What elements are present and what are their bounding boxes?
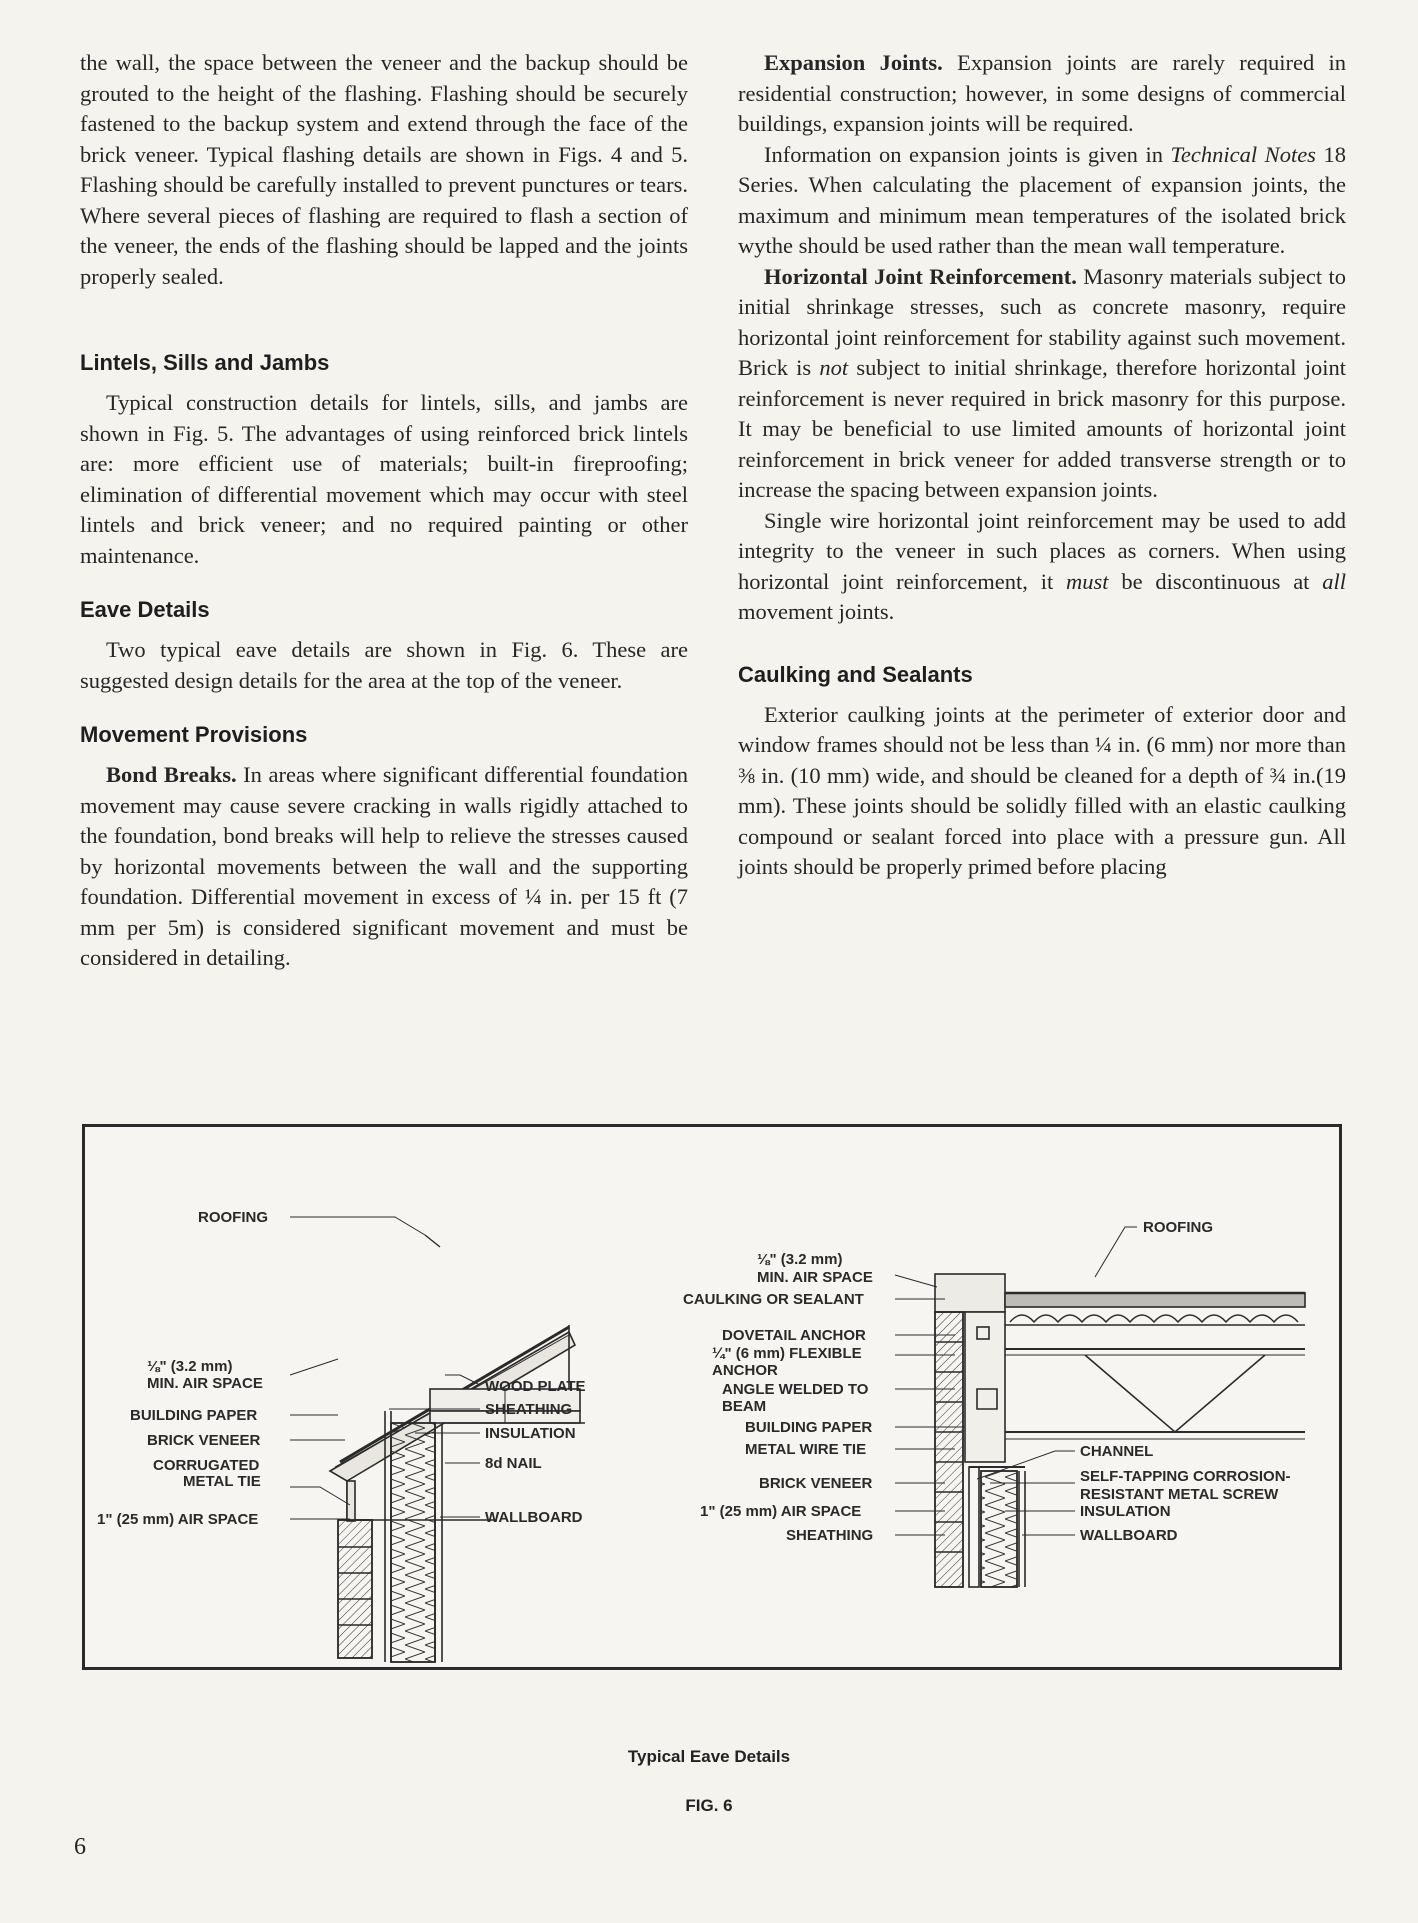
left-label-sheathing: SHEATHING xyxy=(485,1401,573,1418)
hjr-italic-not: not xyxy=(819,355,849,380)
right-label-sheathing: SHEATHING xyxy=(786,1527,874,1544)
left-label-brick-veneer: BRICK VENEER xyxy=(147,1432,261,1449)
page-number: 6 xyxy=(74,1834,86,1860)
hjr-title: Horizontal Joint Reinforcement. xyxy=(764,263,1077,289)
left-label-corrugated-b: METAL TIE xyxy=(183,1473,261,1490)
paragraph-caulking: Exterior caulking joints at the perimeter of exterior door and window frames should not be less than ¼ in. (6 mm) nor more than ⅜ in. (10 mm) wide, and should be cleaned for a depth of ¾ in.(19 mm). These joints should be solidly filled with an elastic caulking compound or sealant forced into place with a pressure gun. All joints should be properly primed before placing xyxy=(738,701,1346,879)
right-label-building-paper: BUILDING PAPER xyxy=(745,1419,873,1436)
left-label-roofing: ROOFING xyxy=(198,1209,268,1226)
right-label-insulation: INSULATION xyxy=(1080,1503,1171,1520)
left-column xyxy=(80,48,688,974)
paragraph-single-wire xyxy=(738,506,1346,628)
right-label-screw-a: SELF-TAPPING CORROSION- xyxy=(1080,1468,1291,1485)
single-wire-text-c: movement joints. xyxy=(738,599,895,624)
left-label-8d-nail: 8d NAIL xyxy=(485,1455,542,1472)
paragraph-bond-breaks xyxy=(80,760,688,974)
right-label-wallboard: WALLBOARD xyxy=(1080,1527,1178,1544)
right-label-wire-tie: METAL WIRE TIE xyxy=(745,1441,867,1458)
heading-movement-provisions: Movement Provisions xyxy=(80,722,308,747)
figure-caption-number: FIG. 6 xyxy=(685,1796,733,1815)
left-label-insulation: INSULATION xyxy=(485,1425,576,1442)
right-label-brick-veneer: BRICK VENEER xyxy=(759,1475,873,1492)
right-label-air-space-1in: 1" (25 mm) AIR SPACE xyxy=(700,1503,862,1520)
heading-lintels: Lintels, Sills and Jambs xyxy=(80,350,330,375)
heading-eave-details: Eave Details xyxy=(80,597,210,622)
tech-notes-italic: Technical Notes xyxy=(1170,141,1316,167)
single-wire-text-b: be discontinuous at xyxy=(1108,568,1323,594)
single-wire-italic-all: all xyxy=(1322,568,1347,594)
paragraph-expansion-joints xyxy=(738,48,1346,140)
figure-eave-details xyxy=(82,1124,1342,1670)
right-label-caulking: CAULKING OR SEALANT xyxy=(683,1291,864,1308)
figure-caption-title: Typical Eave Details xyxy=(627,1747,791,1766)
left-label-air-space-a: ⅛" (3.2 mm) xyxy=(147,1358,233,1375)
left-label-corrugated-a: CORRUGATED xyxy=(153,1457,260,1474)
single-wire-italic-must: must xyxy=(1066,568,1109,594)
paragraph-flashing-continued: the wall, the space between the veneer and the backup should be grouted to the height of the flashing. Flashing should be securely fastened to the backup system and extend through the face of the brick veneer. Typical flashing details are shown in Figs. 4 and 5. Flashing should be carefully installed to prevent punctures or tears. Where several pieces of flashing are required to flash a section of the veneer, the ends of the flashing should be lapped and the joints properly sealed. xyxy=(80,50,688,289)
right-label-flexible-b: ANCHOR xyxy=(712,1362,778,1379)
right-column xyxy=(738,48,1346,883)
right-label-angle-a: ANGLE WELDED TO xyxy=(722,1381,869,1398)
left-label-building-paper: BUILDING PAPER xyxy=(130,1407,258,1424)
left-label-wallboard: WALLBOARD xyxy=(485,1509,583,1526)
expansion-joints-text: Expansion joints are rarely required in residential construction; however, in some designs of commercial buildings, expansion joints will be required. xyxy=(738,50,1346,136)
paragraph-lintels: Typical construction details for lintels, sills, and jambs are shown in Fig. 5. The advantages of using reinforced brick lintels are: more efficient use of materials; built-in fireproofing; elimination of differential movement which may occur with steel lintels and brick veneer; and no required painting or other maintenance. xyxy=(80,390,688,568)
right-label-air-space-a: ⅛" (3.2 mm) xyxy=(757,1251,843,1268)
left-label-air-space-1in: 1" (25 mm) AIR SPACE xyxy=(97,1511,259,1528)
right-label-dovetail: DOVETAIL ANCHOR xyxy=(722,1327,866,1344)
right-label-air-space-b: MIN. AIR SPACE xyxy=(757,1269,873,1286)
paragraph-horizontal-joint-reinforcement xyxy=(738,262,1346,506)
right-label-screw-b: RESISTANT METAL SCREW xyxy=(1080,1486,1279,1503)
bond-breaks-title: Bond Breaks. xyxy=(106,762,237,787)
bond-breaks-text: In areas where significant differential foundation movement may cause severe cracking in walls rigidly attached to the foundation, bond breaks will help to relieve the stresses caused by horizontal movements between the wall and the supporting foundation. Differential movement in excess of ¼ in. per 15 ft (7 mm per 5m) is considered significant movement and must be considered in detailing. xyxy=(80,762,688,970)
expansion-joints-title: Expansion Joints. xyxy=(764,50,943,75)
right-label-flexible-a: ¼" (6 mm) FLEXIBLE xyxy=(712,1345,862,1362)
hjr-text-b: subject to initial shrinkage, therefore horizontal joint reinforcement is never required in brick masonry for this purpose. It may be beneficial to use limited amounts of horizontal joint reinforcement in brick veneer for added transverse strength or to increase the spacing between expansion joints. xyxy=(738,355,1346,502)
heading-caulking-sealants: Caulking and Sealants xyxy=(738,661,973,687)
hjr-text-a: Masonry materials subject to initial shrinkage stresses, such as concrete masonry, require horizontal joint reinforcement for stability against such movement. Brick is xyxy=(738,263,1346,380)
tech-notes-text-a: Information on expansion joints is given in xyxy=(764,141,1171,167)
paragraph-technical-notes xyxy=(738,140,1346,262)
right-label-angle-b: BEAM xyxy=(722,1398,767,1415)
single-wire-text-a: Single wire horizontal joint reinforcement may be used to add integrity to the veneer in such places as corners. When using horizontal joint reinforcement, it xyxy=(738,507,1346,594)
right-label-roofing: ROOFING xyxy=(1143,1219,1213,1236)
tech-notes-text-b: 18 Series. When calculating the placement of expansion joints, the maximum and minimum mean temperatures of the isolated brick wythe should be used rather than the mean wall temperature. xyxy=(738,141,1346,258)
eave-details-drawing xyxy=(85,1127,1339,1667)
left-label-wood-plate: WOOD PLATE xyxy=(485,1378,586,1395)
left-label-air-space-b: MIN. AIR SPACE xyxy=(147,1375,263,1392)
paragraph-eave-details: Two typical eave details are shown in Fig. 6. These are suggested design details for the area at the top of the veneer. xyxy=(80,637,688,693)
right-label-channel: CHANNEL xyxy=(1080,1443,1154,1460)
